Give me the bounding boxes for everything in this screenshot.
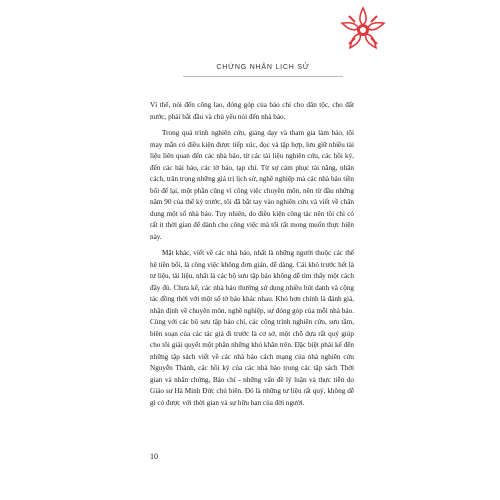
running-header: CHỨNG NHÂN LỊCH SỬ <box>216 64 310 71</box>
paragraph-2: Trong quá trình nghiên cứu, giảng dạy và tham gia làm báo, tôi may mắn có điều kiện được tiếp xúc, đọc và tập hợp, lưu giữ nhiều tài liệu liên quan đến các nhà báo, từ các tài liệu nghiên cứu, các hồi ký, đến các bài báo, các tờ báo, tạp chí. Từ sự cảm phục tài năng, nhân cách, trân trọng những giá trị lịch sử, nghề nghiệp mà các nhà báo tiền bối để lại, một phần cũng vì công việc chuyên môn, nên từ đầu những năm 90 của thế kỷ trước, tôi đã bắt tay vào nghiên cứu và viết về chân dung một số nhà báo. Tuy nhiên, do điều kiện công tác nên tôi chỉ có rất ít thời gian để dành cho công việc mà tôi rất mong muốn thực hiện này. <box>150 129 354 241</box>
red-flower-emblem-icon <box>338 5 388 55</box>
body-text <box>150 100 354 414</box>
page-number: 10 <box>150 452 158 461</box>
header-divider <box>183 76 343 77</box>
paragraph-1: Vì thế, nói đến công lao, đóng góp của báo chí cho dân tộc, cho đất nước, phải bắt đầu và chủ yếu nói đến nhà báo. <box>150 101 354 121</box>
paragraph-3: Mặt khác, viết về các nhà báo, nhất là những người thuộc các thế hệ tiền bối, là công việc không đơn giản, dễ dàng. Cái khó trước hết là tư liệu, tài liệu, nhất là các bộ sưu tập báo không dễ tìm thấy một cách đầy đủ. Chưa kể, các nhà báo thường sử dụng nhiều bút danh và cộng tác đồng thời với một số tờ báo khác nhau. Khó hơn chính là đánh giá, nhận định về chuyên môn, nghề nghiệp, sự đóng góp của mỗi nhà báo. Cùng với các bộ sưu tập báo chí, các công trình nghiên cứu, sưu tầm, biên soạn của các tác giả đi trước là cơ sở, một chỗ dựa rất quý giúp cho tôi giải quyết một phần những khó khăn trên. Đặc biệt phải kể đến những tập sách viết về các nhà báo cách mạng của nhà nghiên cứu Nguyễn Thành, các hồi ký của các nhà báo trong các tập sách Thời gian và nhân chứng, Báo chí - những vấn đề lý luận và thực tiễn do Giáo sư Hà Minh Đức chủ biên. Đó là những tư liệu rất quý, không dễ gì có được với thời gian và sự hữu hạn của đời người. <box>150 249 354 407</box>
